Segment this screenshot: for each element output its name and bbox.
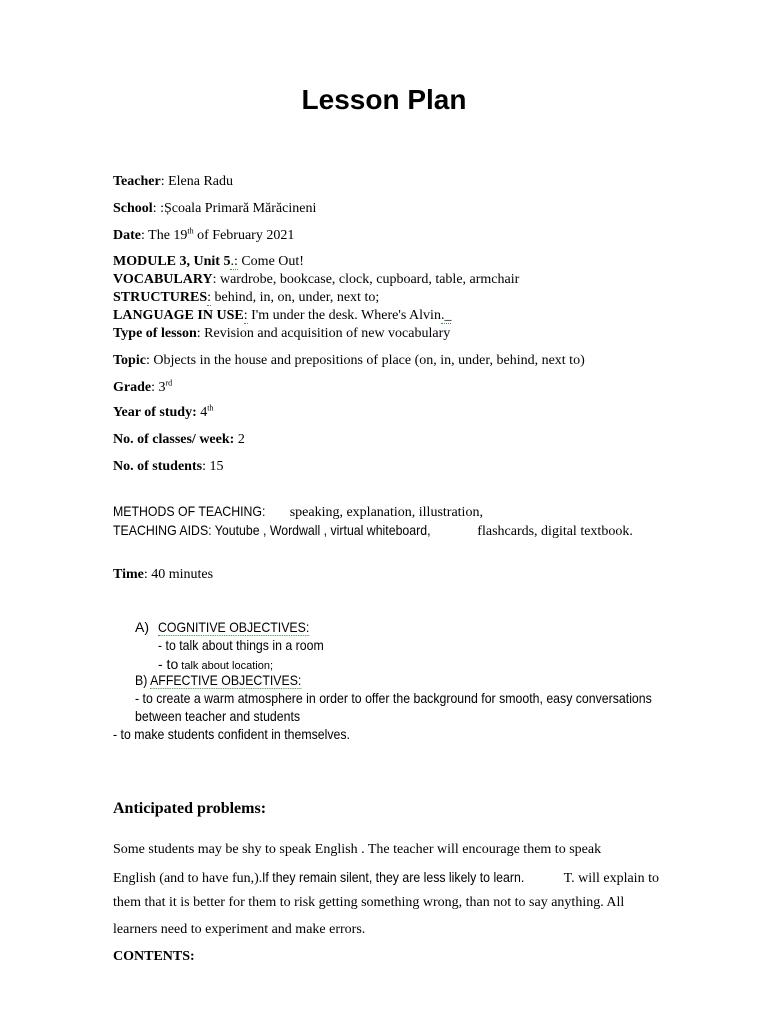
anticipated-line2-a: English (and to have fun,). xyxy=(113,871,263,886)
cognitive-item: - to talk about things in a room xyxy=(158,637,324,653)
anticipated-paragraph-line: Some students may be shy to speak English . The teacher will encourage them to speak xyxy=(113,842,602,857)
module-line xyxy=(113,253,304,270)
topic-line xyxy=(113,352,585,369)
anticipated-paragraph-line: them that it is better for them to risk getting something wrong, than not to say anything. All xyxy=(113,895,625,910)
module-value: Come Out! xyxy=(237,254,304,269)
time-value: : 40 minutes xyxy=(143,567,214,582)
time-line xyxy=(113,566,213,583)
structures-line xyxy=(113,289,379,306)
aids-line xyxy=(113,522,633,540)
time-label: Time xyxy=(113,567,144,582)
vocabulary-label: VOCABULARY xyxy=(113,272,213,287)
date-value-pre: : The 19 xyxy=(141,228,188,243)
teacher-label: Teacher xyxy=(113,174,161,189)
cognitive-marker: A) xyxy=(135,619,149,635)
year-of-study-line xyxy=(113,404,213,421)
date-value-post: of February 2021 xyxy=(193,228,295,243)
anticipated-line2-c: T. will explain to xyxy=(560,871,659,886)
language-separator: : xyxy=(243,308,248,323)
anticipated-line2-b: If they remain silent, they are less likely to learn. xyxy=(262,869,525,885)
school-value: : :Școala Primară Mărăcineni xyxy=(152,201,317,216)
structures-separator: : xyxy=(207,290,212,305)
grade-line xyxy=(113,379,172,396)
year-of-study-sup: th xyxy=(207,403,214,413)
module-separator: .: xyxy=(230,254,238,269)
school-line xyxy=(113,200,316,217)
classes-per-week-label: No. of classes/ week: xyxy=(113,432,235,447)
classes-per-week-line xyxy=(113,431,245,448)
language-value-tail: ._ xyxy=(440,308,452,323)
affective-objectives-heading xyxy=(135,672,301,689)
cognitive-objectives-label: COGNITIVE OBJECTIVES: xyxy=(158,619,310,635)
affective-item: - to make students confident in themselves. xyxy=(113,726,350,742)
type-of-lesson-value: : Revision and acquisition of new vocabulary xyxy=(196,326,451,341)
date-label: Date xyxy=(113,228,141,243)
affective-item: - to create a warm atmosphere in order to offer the background for smooth, easy conversations xyxy=(135,690,652,706)
aids-label: TEACHING AIDS: Youtube , Wordwall , virtual whiteboard, xyxy=(113,522,431,538)
vocabulary-value: : wardrobe, bookcase, clock, cupboard, table, armchair xyxy=(212,272,520,287)
teacher-value: : Elena Radu xyxy=(160,174,234,189)
module-label: MODULE 3, Unit 5 xyxy=(113,254,231,269)
cognitive-objectives-heading xyxy=(158,619,309,636)
methods-value: speaking, explanation, illustration, xyxy=(286,505,483,520)
contents-label: CONTENTS: xyxy=(113,949,195,964)
anticipated-paragraph-line xyxy=(113,869,683,887)
grade-label: Grade xyxy=(113,380,152,395)
page-title: Lesson Plan xyxy=(301,84,467,115)
teacher-line xyxy=(113,173,233,190)
language-label: LANGUAGE IN USE xyxy=(113,308,244,323)
vocabulary-line xyxy=(113,271,519,288)
affective-objectives-label: AFFECTIVE OBJECTIVES: xyxy=(150,672,302,688)
grade-value: : 3 xyxy=(151,380,166,395)
topic-value: : Objects in the house and prepositions of place (on, in, under, behind, next to) xyxy=(145,353,585,368)
date-line xyxy=(113,227,294,244)
topic-label: Topic xyxy=(113,353,146,368)
date-sup: th xyxy=(187,226,194,236)
year-of-study-value: 4 xyxy=(196,405,208,420)
anticipated-problems-heading: Anticipated problems: xyxy=(113,800,267,817)
contents-heading xyxy=(113,948,195,965)
structures-value: behind, in, on, under, next to; xyxy=(211,290,380,305)
methods-line xyxy=(113,503,483,521)
language-line xyxy=(113,307,451,324)
type-of-lesson-line xyxy=(113,325,450,342)
cognitive-item-dash: - to xyxy=(158,656,179,672)
classes-per-week-value: 2 xyxy=(234,432,245,447)
aids-value: flashcards, digital textbook. xyxy=(473,524,633,539)
grade-sup: rd xyxy=(165,378,173,388)
school-label: School xyxy=(113,201,153,216)
anticipated-paragraph-line: learners need to experiment and make errors. xyxy=(113,922,366,937)
year-of-study-label: Year of study: xyxy=(113,405,197,420)
students-value: : 15 xyxy=(202,459,224,474)
type-of-lesson-label: Type of lesson xyxy=(113,326,197,341)
affective-prefix: B) xyxy=(135,672,151,688)
structures-label: STRUCTURES xyxy=(113,290,208,305)
methods-label: METHODS OF TEACHING: xyxy=(113,503,266,519)
language-value: I'm under the desk. Where's Alvin xyxy=(247,308,441,323)
affective-item-continued: between teacher and students xyxy=(135,708,301,724)
students-line xyxy=(113,458,223,475)
cognitive-item-text: talk about location; xyxy=(178,660,274,672)
students-label: No. of students xyxy=(113,459,203,474)
